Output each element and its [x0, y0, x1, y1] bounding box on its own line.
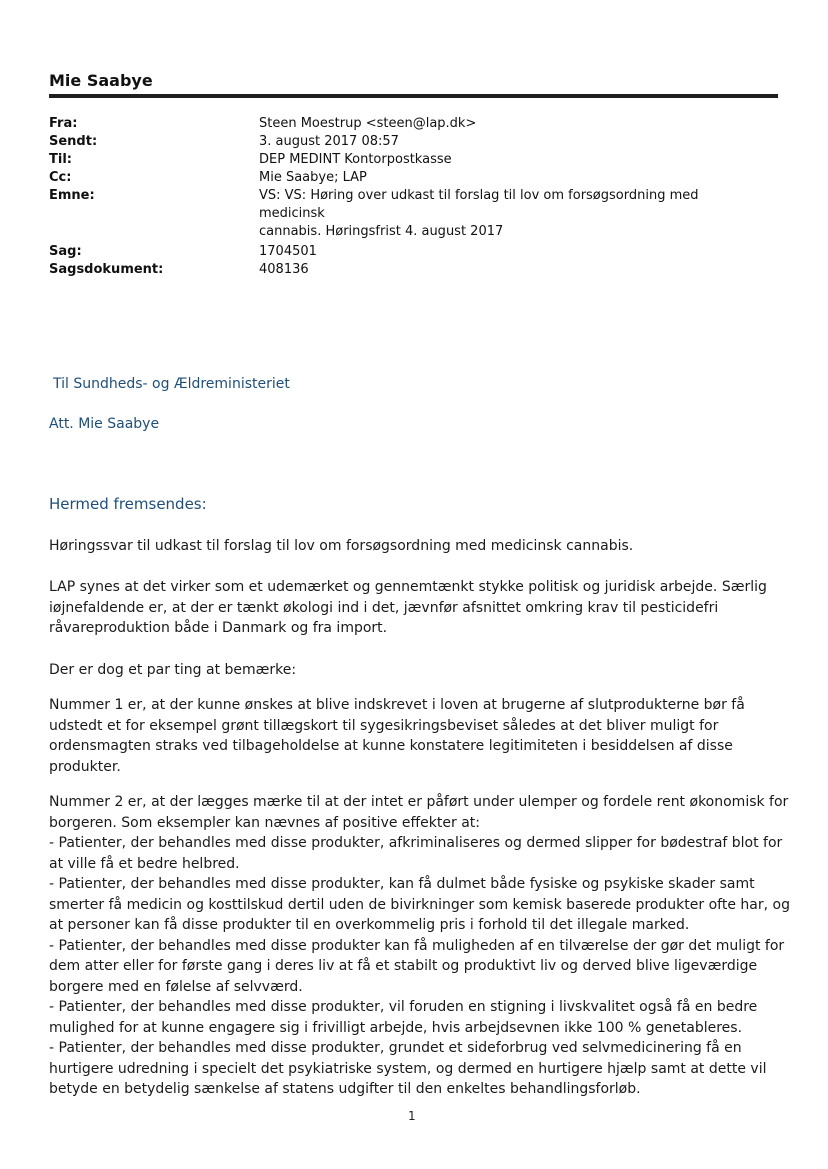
body-paragraph: [49, 536, 774, 557]
paragraph-line: - Patienter, der behandles med disse produkter, grundet et sideforbrug ved selvmedicinering få en: [49, 1040, 742, 1056]
email-header-value: [259, 261, 759, 279]
salutation-recipient: Til Sundheds- og Ældreministeriet: [53, 376, 290, 392]
paragraph-line: LAP synes at det virker som et udemærket og gennemtænkt stykke politisk og juridisk arbejde. Særlig: [49, 579, 767, 595]
page-number: 1: [408, 1109, 416, 1123]
paragraph-line: udstedt et for eksempel grønt tillægskort til sygesikringsbeviset således at det bliver muligt for: [49, 717, 719, 734]
paragraph-line: hurtigere udredning i specielt det psykiatriske system, og dermed en hurtigere hjælp samt at dette vil: [49, 1060, 767, 1077]
paragraph-line: at personer kan få disse produkter til en overkommelig pris i forhold til det illegale marked.: [49, 917, 690, 933]
paragraph-line: Nummer 1 er, at der kunne ønskes at blive indskrevet i loven at brugerne af slutprodukterne bør få: [49, 697, 745, 713]
email-header-value-line: Mie Saabye; LAP: [259, 170, 367, 185]
paragraph-line: mulighed for at kunne engagere sig i frivilligt arbejde, hvis arbejdsevnen ikke 100 % genetableres.: [49, 1019, 743, 1036]
email-header-value-line: Steen Moestrup <steen@lap.dk>: [259, 116, 477, 131]
email-header-label: Sagsdokument:: [49, 262, 164, 277]
email-header-value: [259, 151, 759, 169]
email-header-label: Sag:: [49, 244, 82, 259]
email-header-value: [259, 243, 759, 261]
email-header-value-line: 3. august 2017 08:57: [259, 134, 399, 149]
mailbox-owner-name: Mie Saabye: [49, 71, 153, 90]
email-header-value: [259, 187, 759, 241]
paragraph-line: produkter.: [49, 758, 121, 775]
section-heading: Hermed fremsendes:: [49, 495, 207, 513]
paragraph-line: - Patienter, der behandles med disse produkter, vil foruden en stigning i livskvalitet også få en bedre: [49, 999, 758, 1015]
paragraph-line: Nummer 2 er, at der lægges mærke til at der intet er påført under ulemper og fordele rent økonomisk for: [49, 794, 789, 810]
email-header-label: Cc:: [49, 170, 72, 185]
email-header-value-line: cannabis. Høringsfrist 4. august 2017: [259, 224, 504, 239]
email-header-label: Emne:: [49, 188, 95, 203]
body-paragraph: [49, 792, 790, 1100]
email-header-value-line: DEP MEDINT Kontorpostkasse: [259, 152, 452, 167]
paragraph-line: - Patienter, der behandles med disse produkter, kan få dulmet både fysiske og psykiske skader samt: [49, 876, 755, 892]
paragraph-line: Der er dog et par ting at bemærke:: [49, 662, 297, 678]
paragraph-line: smerter få medicin og kosttilskud dertil uden de bivirkninger som kemisk baserede produkter ofte har, og: [49, 896, 790, 913]
email-header-value: [259, 115, 759, 133]
email-header-value: [259, 169, 759, 187]
paragraph-line: - Patienter, der behandles med disse produkter, afkriminaliseres og dermed slipper for bødestraf blot for: [49, 835, 783, 851]
email-header-value-line: 408136: [259, 262, 309, 277]
email-header-value-line: 1704501: [259, 244, 317, 259]
header-rule: [49, 94, 778, 98]
paragraph-line: iøjnefaldende er, at der er tænkt økologi ind i det, jævnfør afsnittet omkring krav til pesticidefri: [49, 599, 719, 616]
paragraph-line: ordensmagten straks ved tilbageholdelse at kunne konstatere legitimiteten i besiddelsen af disse: [49, 738, 733, 754]
paragraph-line: borgere med en følelse af selvværd.: [49, 978, 303, 995]
body-paragraph: [49, 577, 774, 639]
email-header-value-line: VS: VS: Høring over udkast til forslag til lov om forsøgsordning med medicinsk: [259, 188, 699, 221]
paragraph-line: råvareproduktion både i Danmark og fra import.: [49, 620, 388, 636]
paragraph-line: Høringssvar til udkast til forslag til lov om forsøgsordning med medicinsk cannabis.: [49, 538, 634, 554]
email-header-label: Sendt:: [49, 134, 98, 149]
paragraph-line: at ville få et bedre helbred.: [49, 855, 240, 872]
salutation-attention: Att. Mie Saabye: [49, 416, 160, 432]
body-paragraph: [49, 695, 774, 777]
email-header-label: Fra:: [49, 116, 78, 131]
email-header-value: [259, 133, 759, 151]
paragraph-line: betyde en betydelig sænkelse af statens udgifter til den enkeltes behandlingsforløb.: [49, 1081, 641, 1097]
paragraph-line: dem atter eller for første gang i deres liv at få et stabilt og produktivt liv og derved blive ligeværdige: [49, 958, 758, 974]
paragraph-line: borgeren. Som eksempler kan nævnes af positive effekter at:: [49, 814, 480, 831]
paragraph-line: - Patienter, der behandles med disse produkter kan få muligheden af en tilværelse der gør det muligt for: [49, 937, 785, 954]
body-paragraph: [49, 660, 774, 681]
email-header-label: Til:: [49, 152, 72, 167]
